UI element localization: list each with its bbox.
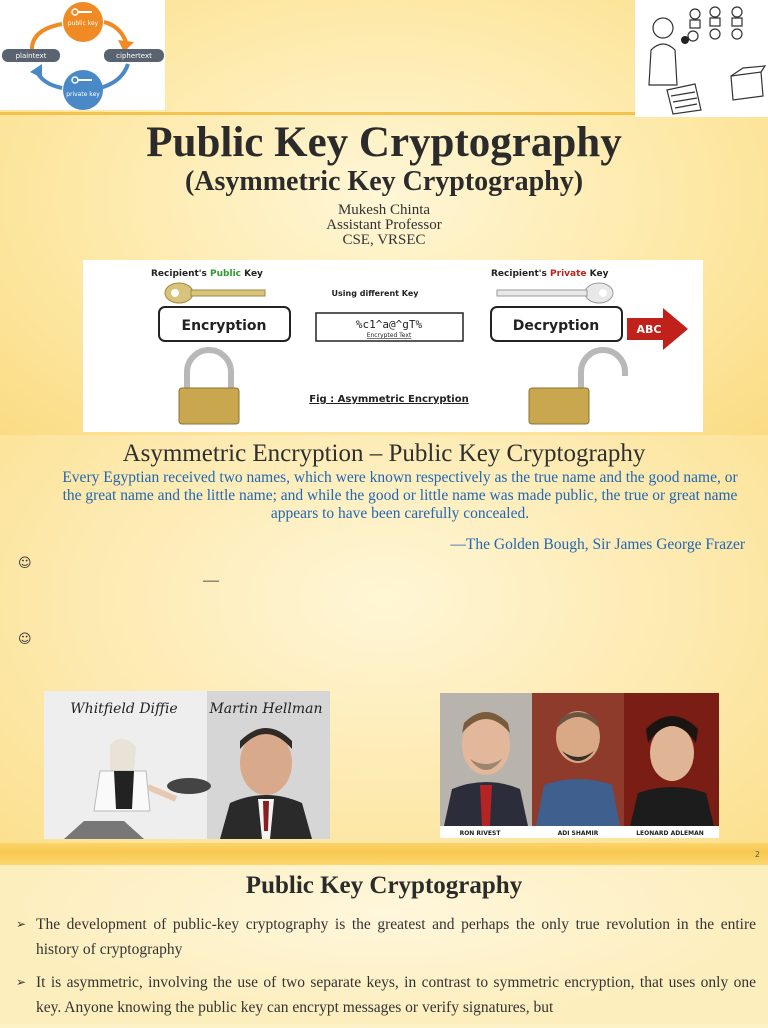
sketch-svg — [635, 0, 768, 117]
ciphertext-label: ciphertext — [116, 52, 152, 60]
slide2-heading: Asymmetric Encryption – Public Key Cryptography — [122, 440, 646, 467]
using-different-key-label: Using different Key — [331, 289, 419, 298]
bullet-list — [16, 912, 756, 1028]
bullet-text: The development of public-key cryptography is the greatest and perhaps the only true revolution in the entire history of cryptography — [36, 916, 756, 958]
bullet-arrow-icon: ➢ — [16, 917, 27, 931]
page-number: 2 — [754, 850, 760, 859]
slide1-title: Public Key Cryptography — [146, 119, 622, 166]
decryption-label: Decryption — [512, 318, 600, 334]
quote-attribution: —The Golden Bough, Sir James George Frazer — [450, 536, 745, 553]
key-cycle-svg — [0, 0, 165, 110]
slide1-subtitle: (Asymmetric Key Cryptography) — [184, 166, 584, 197]
encrypted-text-caption: Encrypted Text — [366, 332, 412, 339]
author-block — [0, 203, 768, 248]
adleman-name: LEONARD ADLEMAN — [636, 830, 704, 837]
figure-svg — [83, 260, 703, 432]
placeholder-dash: — — [203, 572, 219, 589]
rsa-founders-photo — [440, 693, 719, 838]
bullet-smiley-2: ☺ — [18, 632, 32, 647]
encryption-label: Encryption — [181, 318, 267, 334]
diffie-hellman-svg — [44, 691, 330, 839]
public-key-icon — [165, 283, 265, 303]
classroom-sketch — [635, 0, 768, 117]
recipient-private-key-label: Recipient's Private Key — [491, 269, 609, 279]
shamir-name: ADI SHAMIR — [557, 830, 599, 837]
list-item — [16, 912, 756, 962]
diffie-name: Whitfield Diffie — [70, 701, 178, 717]
bullet-text: It is asymmetric, involving the use of two separate keys, in contrast to symmetric encryption, that uses only one key. Anyone knowing the public key can encrypt messages or verify signatures, but — [36, 974, 756, 1016]
author-name: Mukesh Chinta — [337, 202, 431, 218]
cipher-text: %c1^a@^gT% — [355, 318, 423, 331]
key-cycle-diagram — [0, 0, 165, 110]
locked-padlock-icon — [179, 350, 239, 424]
asymmetric-encryption-figure — [83, 260, 703, 432]
rsa-svg — [440, 693, 719, 838]
bullet-arrow-icon: ➢ — [16, 975, 27, 989]
public-key-label: public key — [67, 20, 99, 27]
unlocked-padlock-icon — [529, 350, 625, 424]
slide3-heading: Public Key Cryptography — [245, 872, 523, 899]
rivest-name: RON RIVEST — [459, 830, 501, 837]
recipient-public-key-label: Recipient's Public Key — [151, 269, 263, 279]
arrowhead-blue — [30, 64, 42, 78]
abc-label: ABC — [636, 323, 662, 336]
author-role: Assistant Professor — [326, 217, 442, 233]
arrow-blue-right — [100, 64, 128, 88]
private-key-icon — [497, 283, 613, 303]
arrow-orange-right — [104, 22, 126, 42]
list-item — [16, 970, 756, 1020]
private-key-circle — [63, 70, 103, 110]
egyptian-quote: Every Egyptian received two names, which were known respectively as the true name and the good name, or the great name and the little name; and while the good or little name was made public, the true or great name appears to have been carefully concealed. — [62, 469, 738, 522]
diffie-hellman-photo — [44, 691, 330, 839]
plaintext-label: plaintext — [15, 52, 47, 60]
author-dept: CSE, VRSEC — [342, 232, 426, 248]
dark-glasses — [681, 36, 689, 44]
private-key-label: private key — [66, 91, 100, 98]
hellman-name-label: Martin Hellman — [209, 701, 323, 717]
arrow-orange-left — [32, 24, 62, 52]
bullet-smiley-1: ☺ — [18, 556, 32, 571]
figure-caption: Fig : Asymmetric Encryption — [309, 394, 469, 405]
slide-divider — [0, 843, 768, 865]
